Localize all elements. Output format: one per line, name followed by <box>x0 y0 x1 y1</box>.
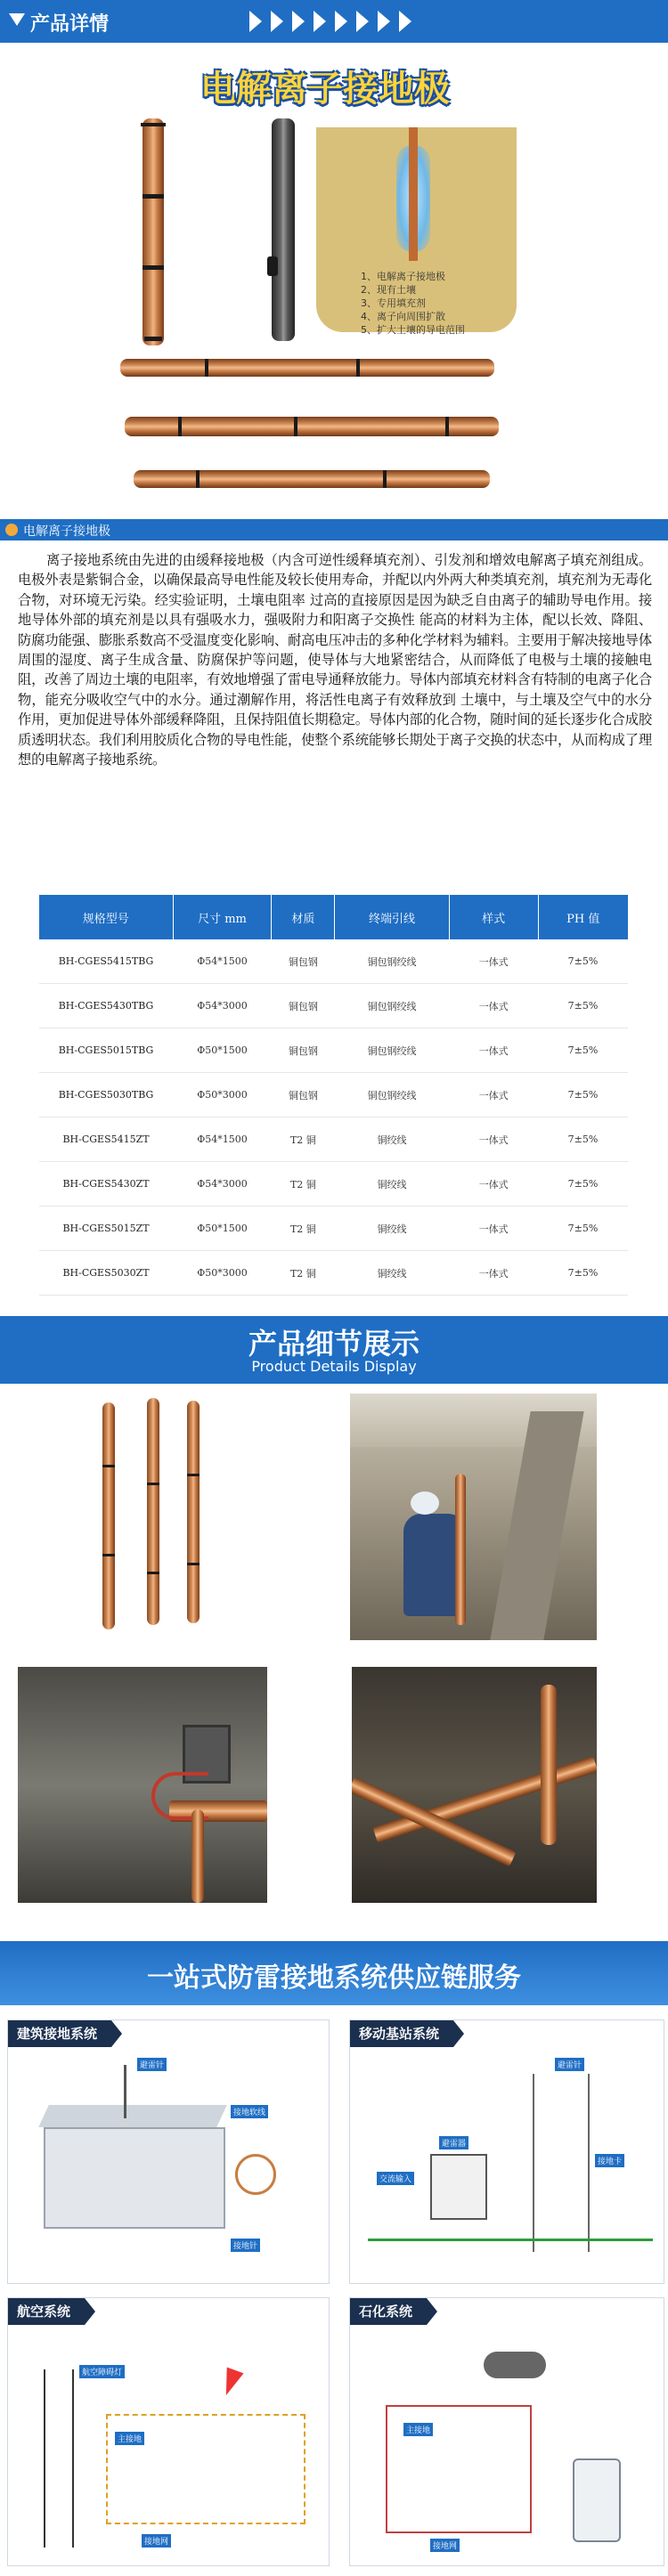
table-cell: BH-CGES5430ZT <box>39 1162 173 1207</box>
copper-rod-horizontal <box>120 359 494 377</box>
card-aviation <box>7 2297 330 2566</box>
table-row <box>39 1028 628 1073</box>
table-row <box>39 1073 628 1117</box>
copper-rod-vertical <box>143 118 164 345</box>
label-ground-net: 接地网 <box>430 2539 460 2552</box>
table-cell: 铜包钢绞线 <box>335 1073 450 1117</box>
card-label: 建筑接地系统 <box>8 2020 111 2047</box>
table-cell: Φ50*3000 <box>173 1251 272 1296</box>
photo-connection-clamp <box>18 1667 267 1903</box>
lightning-icon <box>217 2367 243 2398</box>
bts-cabinet <box>430 2154 487 2220</box>
electrode <box>409 127 418 261</box>
section-title: 电解离子接地极 <box>23 524 110 539</box>
card-label: 航空系统 <box>8 2298 85 2325</box>
service-title: 一站式防雷接地系统供应链服务 <box>147 1962 521 1994</box>
rod-band <box>196 470 200 488</box>
card-building <box>7 2019 330 2284</box>
table-cell: 7±5% <box>538 1251 628 1296</box>
cloud-icon <box>484 2352 546 2378</box>
label-arrester: 避雷器 <box>439 2136 468 2149</box>
rod-lead <box>267 256 278 276</box>
legend-item: 2、现有土壤 <box>361 284 416 296</box>
rod-band <box>178 417 182 436</box>
label-aviation-light: 航空障碍灯 <box>79 2365 125 2378</box>
label-lightning-rod: 避雷针 <box>555 2058 584 2071</box>
rod-band <box>445 417 449 436</box>
card-base-station <box>349 2019 664 2284</box>
table-cell: 一体式 <box>449 1117 538 1162</box>
copper-coil <box>235 2154 276 2195</box>
rod-band <box>143 194 164 199</box>
label-lightning-rod: 避雷针 <box>137 2058 167 2071</box>
column-header: 样式 <box>449 895 538 939</box>
table-cell: 一体式 <box>449 939 538 984</box>
table-cell: 铜包钢绞线 <box>335 939 450 984</box>
rod-band <box>143 265 164 270</box>
table-cell: 一体式 <box>449 984 538 1028</box>
table-cell: 一体式 <box>449 1162 538 1207</box>
chevron-right-icon <box>356 11 369 32</box>
table-cell: Φ50*3000 <box>173 1073 272 1117</box>
table-cell: 7±5% <box>538 939 628 984</box>
table-cell: 铜绞线 <box>335 1162 450 1207</box>
ground-grid <box>106 2414 305 2524</box>
hero-title: 电解离子接地极 <box>200 69 450 110</box>
column-header: 终端引线 <box>335 895 450 939</box>
table-cell: BH-CGES5015ZT <box>39 1207 173 1251</box>
table-cell: Φ50*1500 <box>173 1028 272 1073</box>
table-cell: Φ54*3000 <box>173 984 272 1028</box>
table-cell: 铜包钢 <box>272 939 335 984</box>
table-cell: 7±5% <box>538 1028 628 1073</box>
header-title: 产品详情 <box>30 13 110 36</box>
table-header-row <box>39 895 628 939</box>
page-header <box>0 0 668 43</box>
table-cell: 铜包钢绞线 <box>335 1028 450 1073</box>
details-banner <box>0 1316 668 1384</box>
label-ac-input: 交流输入 <box>377 2172 414 2185</box>
table-cell: BH-CGES5030TBG <box>39 1073 173 1117</box>
table-cell: 一体式 <box>449 1073 538 1117</box>
chevron-right-icon <box>249 11 262 32</box>
table-cell: 铜绞线 <box>335 1251 450 1296</box>
table-cell: 铜包钢 <box>272 984 335 1028</box>
chevron-right-icon <box>271 11 283 32</box>
table-cell: BH-CGES5430TBG <box>39 984 173 1028</box>
mast-illustration <box>44 2369 74 2548</box>
table-cell: 铜包钢 <box>272 1028 335 1073</box>
card-petrochemical <box>349 2297 664 2566</box>
table-cell: 一体式 <box>449 1251 538 1296</box>
table-row <box>39 1251 628 1296</box>
hero-image <box>0 43 668 506</box>
photo-grounding-grid <box>352 1667 597 1903</box>
legend-item: 4、离子向周围扩散 <box>361 311 445 322</box>
table-cell: Φ54*3000 <box>173 1162 272 1207</box>
table-cell: BH-CGES5030ZT <box>39 1251 173 1296</box>
spec-table <box>39 895 628 1296</box>
label-main-ground: 主接地 <box>403 2423 433 2436</box>
table-cell: BH-CGES5015TBG <box>39 1028 173 1073</box>
arrow-down-icon <box>9 13 25 26</box>
legend-item: 3、专用填充剂 <box>361 297 426 309</box>
rod-band <box>294 417 297 436</box>
photo-three-rods <box>53 1394 267 1638</box>
rod-cap <box>141 123 166 126</box>
chevron-right-icon <box>378 11 390 32</box>
table-cell: 7±5% <box>538 1073 628 1117</box>
card-label: 移动基站系统 <box>350 2020 453 2047</box>
service-banner <box>0 1941 668 2005</box>
legend-item: 5、扩大土壤的导电范围 <box>361 324 465 336</box>
table-cell: 7±5% <box>538 1117 628 1162</box>
label-ground-rod: 接地针 <box>231 2239 260 2252</box>
steel-rod-vertical <box>272 118 295 341</box>
table-cell: 铜绞线 <box>335 1117 450 1162</box>
label-main-ground: 主接地 <box>115 2432 144 2445</box>
table-row <box>39 1207 628 1251</box>
table-cell: 铜包钢 <box>272 1073 335 1117</box>
table-cell: BH-CGES5415ZT <box>39 1117 173 1162</box>
label-ground-clamp: 接地卡 <box>595 2154 624 2167</box>
building-illustration <box>44 2127 225 2229</box>
table-cell: BH-CGES5415TBG <box>39 939 173 984</box>
legend-item: 1、电解离子接地极 <box>361 271 445 282</box>
table-cell: 一体式 <box>449 1028 538 1073</box>
table-cell: Φ50*1500 <box>173 1207 272 1251</box>
table-cell: 铜包钢绞线 <box>335 984 450 1028</box>
rod-band <box>205 359 208 377</box>
label-ground-net: 接地网 <box>142 2534 171 2548</box>
bullet-icon <box>5 524 18 536</box>
table-cell: T2 铜 <box>272 1162 335 1207</box>
table-cell: T2 铜 <box>272 1117 335 1162</box>
rod-band <box>356 359 360 377</box>
details-subtitle: Product Details Display <box>251 1358 417 1375</box>
table-cell: Φ54*1500 <box>173 1117 272 1162</box>
table-cell: 7±5% <box>538 1162 628 1207</box>
table-cell: 一体式 <box>449 1207 538 1251</box>
label-ground-wire: 接地软线 <box>231 2105 268 2118</box>
table-row <box>39 1162 628 1207</box>
table-cell: 7±5% <box>538 1207 628 1251</box>
table-cell: T2 铜 <box>272 1251 335 1296</box>
table-row <box>39 984 628 1028</box>
card-label: 石化系统 <box>350 2298 427 2325</box>
diagram-legend <box>361 270 465 337</box>
tank-icon <box>573 2458 621 2542</box>
copper-rod-horizontal <box>134 470 490 488</box>
table-cell: 铜绞线 <box>335 1207 450 1251</box>
chevron-right-icon <box>292 11 305 32</box>
table-cell: 7±5% <box>538 984 628 1028</box>
table-row <box>39 939 628 984</box>
chevron-right-icon <box>314 11 326 32</box>
table-cell: T2 铜 <box>272 1207 335 1251</box>
chevron-right-icon <box>399 11 411 32</box>
rod-band <box>144 337 162 341</box>
column-header: 尺寸 mm <box>173 895 272 939</box>
photo-worker-installing <box>350 1394 597 1640</box>
rod-band <box>383 470 387 488</box>
table-cell: Φ54*1500 <box>173 939 272 984</box>
details-title: 产品细节展示 <box>248 1327 420 1361</box>
column-header: 规格型号 <box>39 895 173 939</box>
column-header: PH 值 <box>538 895 628 939</box>
table-row <box>39 1117 628 1162</box>
product-description: 离子接地系统由先进的由缓释接地极（内含可逆性缓释填充剂）、引发剂和增效电解离子填充剂组成。电极外表是紫铜合金，以确保最高导电性能及较长使用寿命，并配以内外两大种类填充剂，填充剂为无毒化合物，对环境无污染。经实验证明，土壤电阻率 过高的直接原因是因为缺乏自由离子的辅助导电作用。接地导体外部的填充剂是以具有强吸水力，强吸附力和阳离子交换性 能高的材料为主体，配以长效、降阻、防腐功能强、膨胀系数高不受温度变化影响、耐高电压冲击的多种化学材料为辅料。主要用于解决接地导体周围的湿度、离子生成含量、防腐保护等问题，使导体与大地紧密结合，从而降低了电极与土壤的接触电阻，改善了周边土壤的电阻率，有效地增强了雷电导通释放能力。导体内部填充材料含有特制的电离子化合物，能充分吸收空气中的水分。通过潮解作用，将活性电离子有效释放到 土壤中，与土壤及空气中的水分作用，更加促进导体外部缓释降阻，且保持阻值长期稳定。导体内部的化合物，随时间的延长逐步化合成胶质透明状态。我们利用胶质化合物的导电性能，使整个系统能够长期处于离子交换的状态中，从而构成了理想的电解离子接地系统。 <box>18 552 652 768</box>
chevron-right-icon <box>335 11 347 32</box>
column-header: 材质 <box>272 895 335 939</box>
section-bar <box>0 519 668 540</box>
